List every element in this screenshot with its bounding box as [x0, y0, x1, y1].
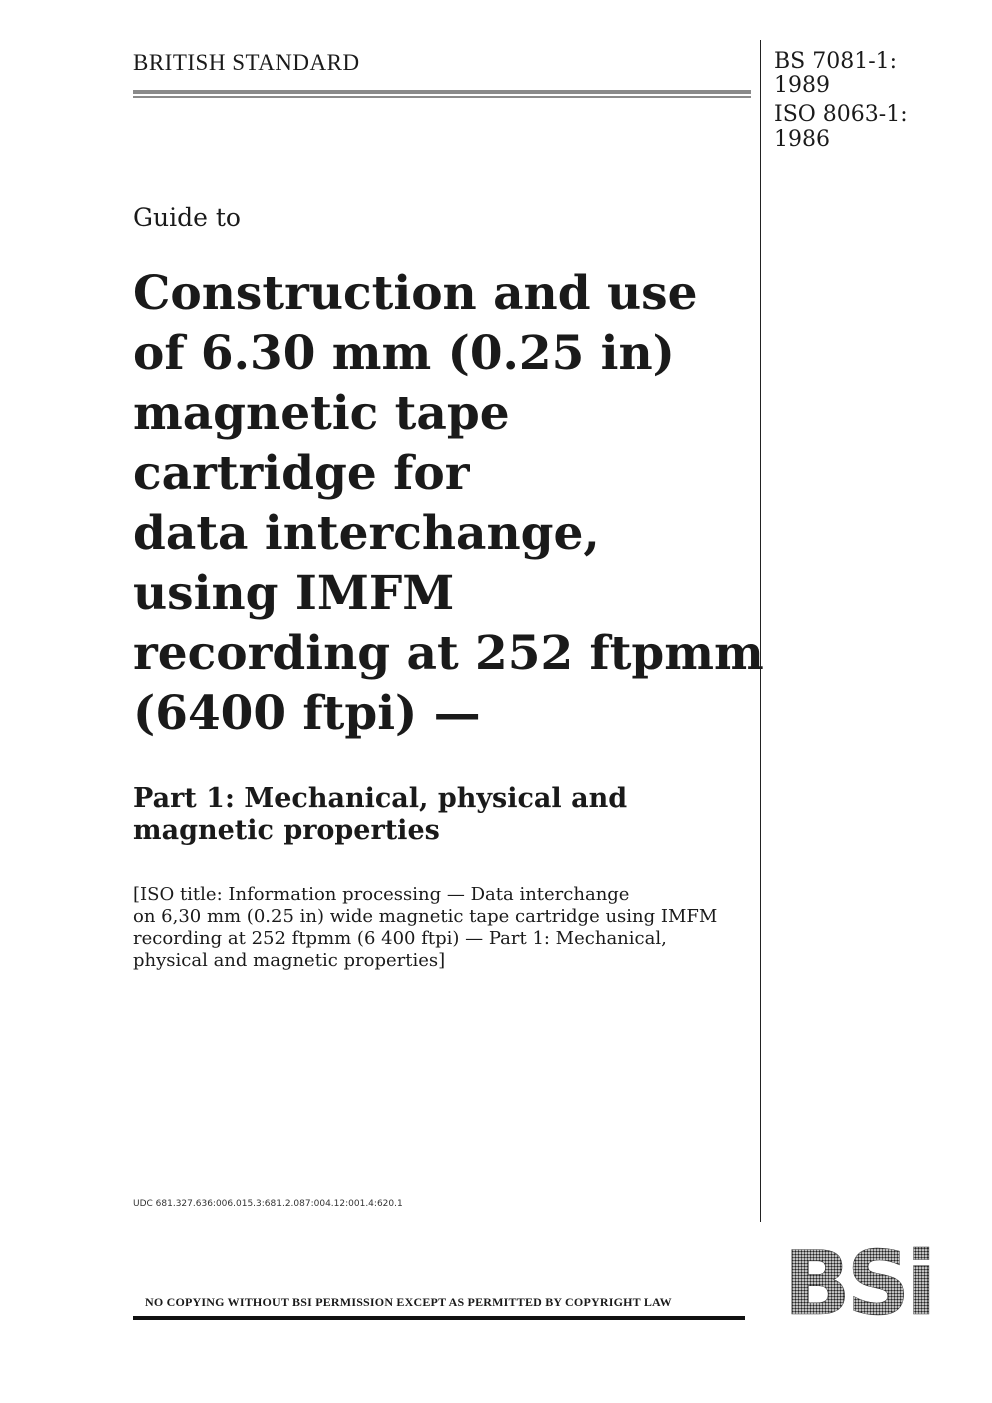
iso-title — [133, 884, 753, 972]
document-title — [133, 264, 763, 744]
standard-number: BS 7081-1: — [774, 49, 898, 74]
title-line: cartridge for — [133, 446, 470, 501]
intro-text: Guide to — [133, 203, 241, 232]
title-line: using IMFM — [133, 566, 455, 621]
standard-year: 1989 — [774, 73, 830, 98]
header-rule-thin — [133, 96, 751, 98]
title-line: data interchange, — [133, 506, 600, 561]
bsi-logo-text: BSi — [783, 1244, 933, 1320]
title-line: recording at 252 ftpmm — [133, 626, 764, 681]
iso-title-line: physical and magnetic properties] — [133, 950, 446, 971]
iso-title-line: on 6,30 mm (0.25 in) wide magnetic tape cartridge using IMFM — [133, 906, 718, 927]
title-line: (6400 ftpi) — — [133, 686, 481, 741]
udc-code: UDC 681.327.636:006.015.3:681.2.087:004.12:001.4:620.1 — [133, 1199, 403, 1209]
title-line: Construction and use — [133, 266, 698, 321]
part-title — [133, 783, 753, 847]
iso-title-line: [ISO title: Information processing — Data interchange — [133, 884, 630, 905]
header-label: BRITISH STANDARD — [133, 50, 360, 75]
iso-number: ISO 8063-1: — [774, 102, 908, 127]
copyright-notice: NO COPYING WITHOUT BSI PERMISSION EXCEPT AS PERMITTED BY COPYRIGHT LAW — [145, 1295, 672, 1309]
part-line: magnetic properties — [133, 815, 440, 846]
title-line: of 6.30 mm (0.25 in) — [133, 326, 675, 381]
footer-rule — [133, 1316, 745, 1320]
bsi-logo — [770, 1244, 946, 1320]
iso-year: 1986 — [774, 127, 830, 152]
iso-title-line: recording at 252 ftpmm (6 400 ftpi) — Part 1: Mechanical, — [133, 928, 667, 949]
part-line: Part 1: Mechanical, physical and — [133, 783, 628, 814]
title-line: magnetic tape — [133, 386, 510, 441]
header-rule — [133, 90, 751, 94]
